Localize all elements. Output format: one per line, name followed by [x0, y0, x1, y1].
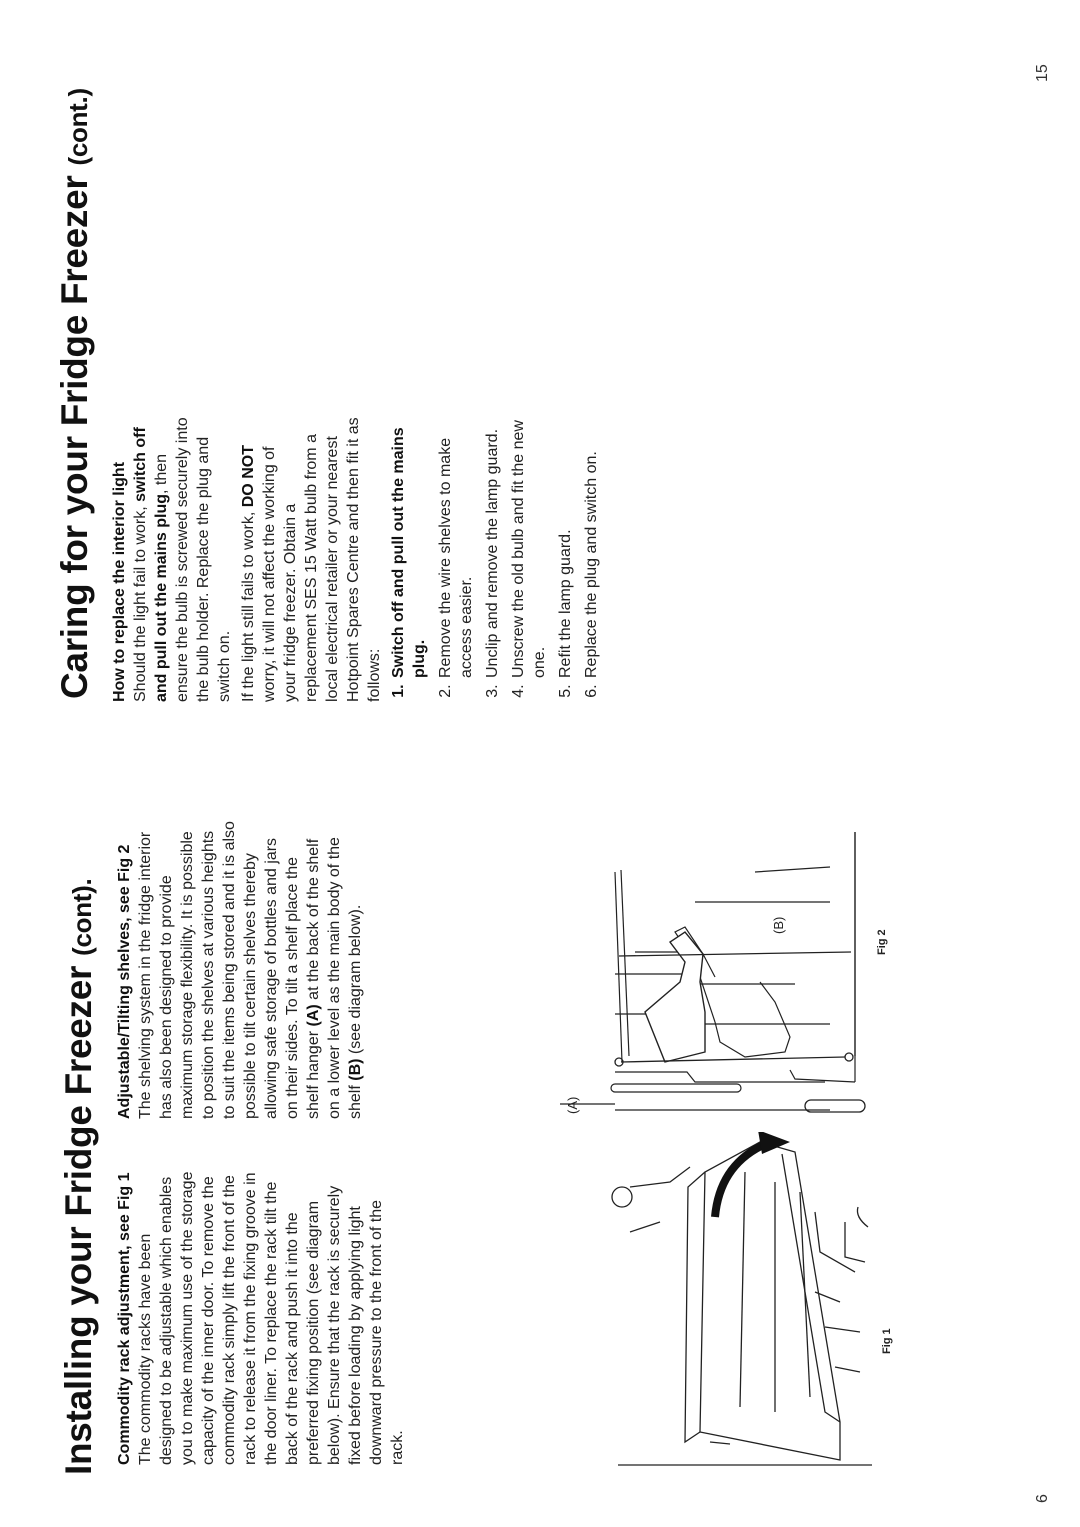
light-intro — [130, 417, 235, 702]
light-p2-b: worry, it will not affect the working of your fridge freezer. Obtain a replacement SES 15 Watt bulb from a local electrical retailer or your nearest Hotpoint Spares Centre and then fit it as follows: — [261, 417, 383, 702]
light-p2-a: If the light still fails to work, — [240, 511, 257, 702]
commodity-section — [115, 1167, 411, 1465]
shelves-label-b: (B) — [347, 1058, 364, 1081]
installing-title-main: Installing your Fridge Freezer — [58, 965, 99, 1475]
light-section — [110, 417, 607, 702]
light-p2-bold: DO NOT — [240, 445, 257, 508]
light-step-3: 3. Unclip and remove the lamp guard. — [482, 417, 503, 680]
caring-title — [54, 88, 96, 699]
fig2-label-b: (B) — [771, 916, 786, 934]
light-intro-bold: switch off and pull out the mains plug — [132, 427, 170, 702]
shelves-heading: Adjustable/Tilting shelves, see Fig 2 — [116, 844, 133, 1119]
light-step-6: 6. Replace the plug and switch on. — [581, 417, 602, 680]
light-step-2: 2. Remove the wire shelves to make access easier. — [435, 417, 477, 680]
fig1-commodity-rack-illustration — [610, 1132, 872, 1472]
fig1-caption: Fig 1 — [881, 1328, 893, 1354]
commodity-body: The commodity racks have been designed to be adjustable which enables you to make maximum use of the storage capacity of the inner door. To remove the commodity rack simply lift the front of the rack to release it from the fixing groove in the door liner. To replace the rack tilt the back of the rack and push it into the preferred fixing position (see diagram below). Ensure that the rack is securely fixed before loading by applying light downward pressure to the front of the rack. — [137, 1171, 406, 1465]
shelves-body-2: at the back of the shelf on a lower level as the main body of the shelf — [305, 837, 364, 1119]
light-step-1: 1. Switch off and pull out the mains plug. — [388, 417, 430, 680]
light-paragraph-2 — [238, 417, 385, 702]
light-heading: How to replace the interior light — [111, 461, 128, 702]
shelves-section — [115, 821, 369, 1119]
caring-title-suffix: (cont.) — [63, 88, 93, 166]
light-steps-list — [388, 417, 602, 702]
fig2-tilting-shelves-illustration — [555, 772, 895, 1132]
commodity-heading: Commodity rack adjustment, see Fig 1 — [116, 1172, 133, 1465]
light-step-5: 5. Refit the lamp guard. — [555, 417, 576, 680]
shelves-body-3: (see diagram below). — [347, 904, 364, 1055]
shelves-body — [135, 821, 366, 1119]
light-intro-rest: , then ensure the bulb is screwed securely into the bulb holder. Replace the plug and switch on. — [153, 417, 233, 702]
installing-title-suffix: (cont). — [67, 878, 97, 956]
page-number-left: 6 — [1034, 1494, 1051, 1503]
caring-title-main: Caring for your Fridge Freezer — [54, 175, 95, 699]
fig2-label-a: (A) — [565, 1096, 580, 1114]
shelves-label-a: (A) — [305, 1004, 322, 1027]
installing-title — [58, 879, 100, 1475]
page-number-right: 15 — [1034, 64, 1051, 82]
light-intro-text: Should the light fail to work, — [132, 506, 149, 702]
shelves-body-1: The shelving system in the fridge interior has also been designed to provide maximum storage flexibility. It is possible to position the shelves at various heights to suit the items being stored and it is also possible to tilt certain shelves thereby allowing safe storage of bottles and jars on their sides. To tilt a shelf place the shelf hanger — [137, 821, 322, 1119]
light-step-4: 4. Unscrew the old bulb and fit the new one. — [508, 417, 550, 680]
fig2-caption: Fig 2 — [876, 929, 888, 955]
